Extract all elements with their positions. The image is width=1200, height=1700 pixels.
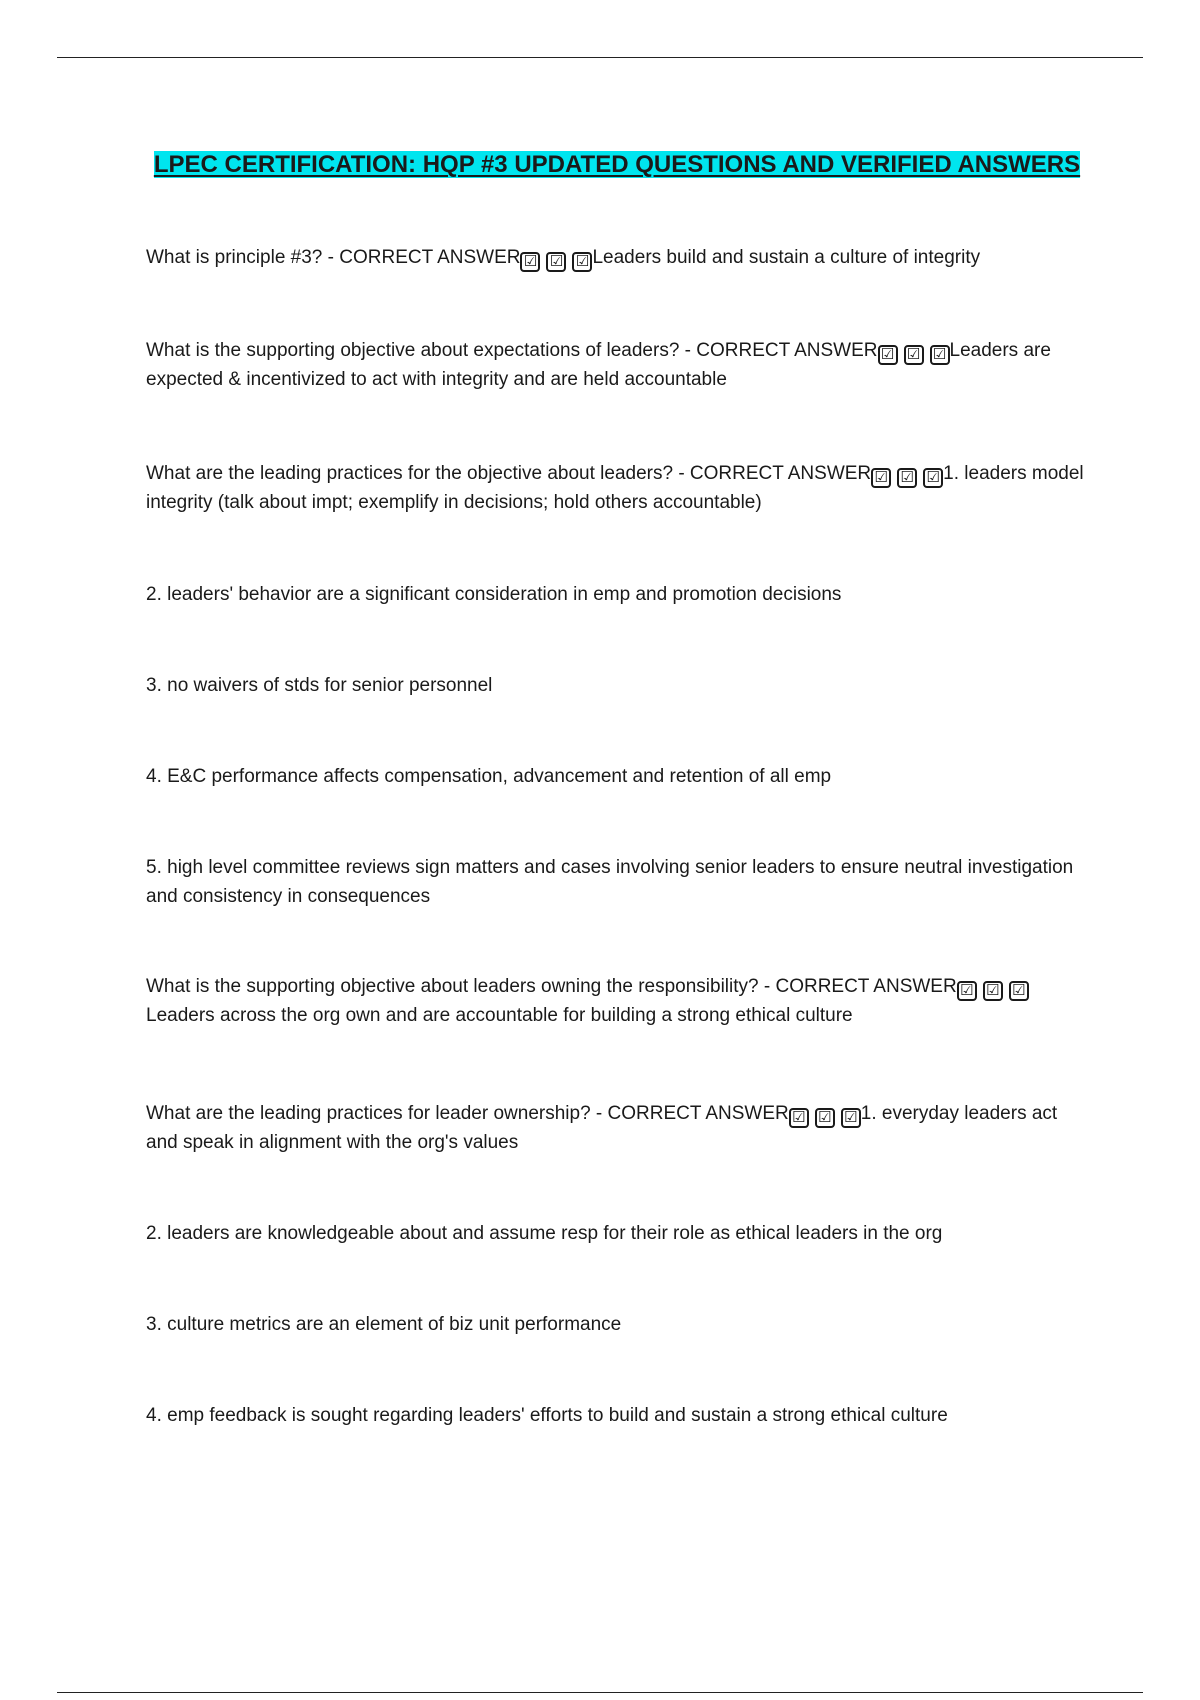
answer-text: Leaders are expected & incentivized to act with integrity and are held accountable (146, 340, 1051, 390)
checkbox-icon: ☑ (841, 1108, 861, 1128)
checkbox-icon: ☑ (789, 1108, 809, 1128)
checkbox-icon: ☑ (546, 252, 566, 272)
checkbox-icon: ☑ (904, 345, 924, 365)
checkbox-icon: ☑ (572, 252, 592, 272)
check-icons (871, 463, 943, 484)
list-item-4: 4. E&C performance affects compensation, advancement and retention of all emp (146, 766, 832, 787)
question-text: What are the leading practices for leader ownership? - CORRECT ANSWER (146, 1103, 789, 1124)
question-text: What is the supporting objective about leaders owning the responsibility? - CORRECT ANSWER (146, 976, 957, 997)
list-item-6: 2. leaders are knowledgeable about and assume resp for their role as ethical leaders in the org (146, 1223, 943, 1244)
top-rule (57, 57, 1143, 58)
qa-paragraph-2 (146, 336, 1086, 394)
answer-text: 1. leaders model integrity (talk about impt; exemplify in decisions; hold others accountable) (146, 463, 1084, 513)
check-icons (878, 340, 950, 361)
check-icons (957, 976, 1029, 997)
checkbox-icon: ☑ (923, 468, 943, 488)
page-title (150, 145, 1084, 185)
list-item-7: 3. culture metrics are an element of biz unit performance (146, 1314, 622, 1335)
qa-paragraph-5 (146, 1099, 1086, 1157)
checkbox-icon: ☑ (878, 345, 898, 365)
check-icons (789, 1103, 861, 1124)
checkbox-icon: ☑ (1009, 981, 1029, 1001)
question-text: What are the leading practices for the objective about leaders? - CORRECT ANSWER (146, 463, 872, 484)
qa-paragraph-1 (146, 243, 1086, 272)
qa-paragraph-3 (146, 459, 1086, 517)
list-item-2: 2. leaders' behavior are a significant consideration in emp and promotion decisions (146, 584, 842, 605)
answer-text: 1. everyday leaders act and speak in alignment with the org's values (146, 1103, 1058, 1153)
page-title-text: LPEC CERTIFICATION: HQP #3 UPDATED QUESTIONS AND VERIFIED ANSWERS (153, 151, 1081, 178)
checkbox-icon: ☑ (957, 981, 977, 1001)
list-item-8: 4. emp feedback is sought regarding leaders' efforts to build and sustain a strong ethical culture (146, 1405, 948, 1426)
qa-paragraph-4 (146, 972, 1086, 1030)
question-text: What is principle #3? - CORRECT ANSWER (146, 247, 521, 268)
checkbox-icon: ☑ (983, 981, 1003, 1001)
check-icons (520, 247, 592, 268)
checkbox-icon: ☑ (815, 1108, 835, 1128)
answer-text: Leaders across the org own and are accountable for building a strong ethical culture (146, 1005, 853, 1026)
answer-text: Leaders build and sustain a culture of integrity (592, 247, 981, 268)
list-item-5: 5. high level committee reviews sign matters and cases involving senior leaders to ensure neutral investigation and consistency in consequences (146, 857, 1074, 907)
bottom-rule (57, 1692, 1143, 1693)
question-text: What is the supporting objective about expectations of leaders? - CORRECT ANSWER (146, 340, 878, 361)
checkbox-icon: ☑ (520, 252, 540, 272)
checkbox-icon: ☑ (871, 468, 891, 488)
checkbox-icon: ☑ (897, 468, 917, 488)
checkbox-icon: ☑ (930, 345, 950, 365)
list-item-3: 3. no waivers of stds for senior personnel (146, 675, 493, 696)
